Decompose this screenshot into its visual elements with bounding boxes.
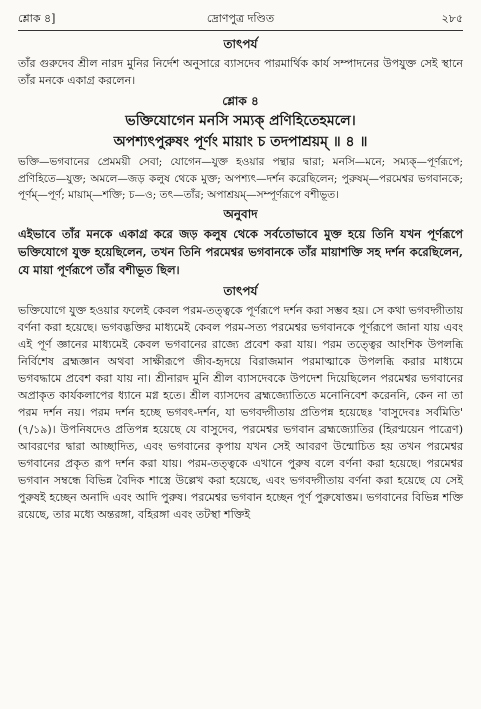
purport-paragraph-2: ভক্তিযোগে যুক্ত হওয়ার ফলেই কেবল পরম-তত্ত্বকে পূর্ণরূপে দর্শন করা সম্ভব হয়। সে কথা ভগবদ্গীতায় বর্ণনা করা হয়েছে। ভগবদ্ভক্তির মাধ্যমেই কেবল পরম-সত্য পরমেশ্বর ভগবানকে পূর্ণরূপে জানা যায় এবং এই পূর্ণ জ্ঞানের মাধ্যমেই কেবল ভগবানের রাজ্যে প্রবেশ করা যায়। পরম তত্ত্বের আংশিক উপলব্ধি নির্বিশেষ ব্রহ্মজ্ঞান অথবা সাক্ষীরূপে জীব-হৃদয়ে বিরাজমান পরমাত্মাকে উপলব্ধি করার মাধ্যমে ভগবদ্ধামে প্রবেশ করা যায় না। শ্রীনারদ মুনি শ্রীল ব্যাসদেবকে উপদেশ দিয়েছিলেন পরমেশ্বর ভগবানের অপ্রাকৃত কার্যকলাপের ধ্যানে মগ্ন হতে। শ্রীল ব্যাসদেব ব্রহ্মজ্যোতিতে মনোনিবেশ করেননি, কেন না তা পরম দর্শন নয়। পরম দর্শন হচ্ছে ভগবৎ-দর্শন, যা ভগবদ্গীতায় প্রতিপন্ন হয়েছেঃ 'বাসুদেবঃ সর্বমিতি' (৭/১৯)। উপনিষদেও প্রতিপন্ন হয়েছে যে বাসুদেব, পরমেশ্বর ভগবান ব্রহ্মজ্যোতির (হিরণ্ময়েন পাত্রেণ) আবরণের দ্বারা আচ্ছাদিত, এবং ভগবানের কৃপায় যখন সেই আবরণ উন্মোচিত হয় তখন পরমেশ্বর ভগবানের প্রকৃত রূপ দর্শন করা যায়। পরম-তত্ত্বকে এখানে পুরুষ বলে বর্ণনা করা হয়েছে। পরমেশ্বর ভগবান সম্বন্ধে বিভিন্ন বৈদিক শাস্ত্রে উল্লেখ করা হয়েছে, এবং ভগবদ্গীতায় বর্ণনা করা হয়েছে যে সেই পুরুষই হচ্ছেন অনাদি এবং আদি পুরুষ। পরমেশ্বর ভগবান হচ্ছেন পূর্ণ পুরুষোত্তম। ভগবানের বিভিন্ন শক্তি রয়েছে, তার মধ্যে অন্তরঙ্গা, বহিরঙ্গা এবং তটস্থা শক্তিই <box>18 303 463 521</box>
purport-heading: তাৎপর্য <box>223 37 258 51</box>
translation-heading: অনুবাদ <box>223 206 258 221</box>
header-verse-ref: শ্লোক ৪] <box>18 12 56 25</box>
verse-line-1: ভক্তিযোগেন মনসি সম্যক্ প্রণিহিতেহমলে। <box>125 113 356 129</box>
purport-heading-2: তাৎপর্য <box>223 283 258 298</box>
page-header <box>18 10 463 28</box>
purport-paragraph: তাঁর গুরুদেব শ্রীল নারদ মুনির নির্দেশ অনুসারে ব্যাসদেব পারমার্থিক কার্য সম্পাদনের উপযুক্ত সেই স্থানে তাঁর মনকে একাগ্র করলেন। <box>18 57 463 87</box>
synonyms-paragraph: ভক্তি—ভগবানের প্রেমময়ী সেবা; যোগেন—যুক্ত হওয়ার পন্থার দ্বারা; মনসি—মনে; সম্যক্—পূর্ণরূপে; প্রণিহিতে—যুক্ত; অমলে—জড় কলুষ থেকে মুক্ত; অপশ্যৎ—দর্শন করেছিলেন; পুরুষম্—পরমেশ্বর ভগবানকে; পূর্ণম্—পূর্ণ; মায়াম্—শক্তি; চ—ও; তৎ—তাঁর; অপাশ্রয়ম্—সম্পূর্ণরূপে বশীভূত। <box>18 156 463 201</box>
header-page-number: ২৮৫ <box>441 12 463 25</box>
verse-heading: শ্লোক ৪ <box>222 94 259 108</box>
header-rule <box>18 30 463 31</box>
translation-paragraph: এইভাবে তাঁর মনকে একাগ্র করে জড় কলুষ থেকে সর্বতোভাবে মুক্ত হয়ে তিনি যখন পূর্ণরূপে ভক্তিযোগে যুক্ত হয়েছিলেন, তখন তিনি পরমেশ্বর ভগবানকে তাঁর মায়াশক্তি সহ দর্শন করেছিলেন, যে মায়া পূর্ণরূপে তাঁর বশীভূত ছিল। <box>18 226 463 277</box>
verse-line-2: অপশ্যৎপুরুষং পূর্ণং মায়াং চ তদপাশ্রয়ম্ ॥ ৪ ॥ <box>113 134 368 150</box>
header-chapter-title: দ্রোণপুত্র দণ্ডিত <box>206 12 275 25</box>
page-content <box>18 34 463 523</box>
